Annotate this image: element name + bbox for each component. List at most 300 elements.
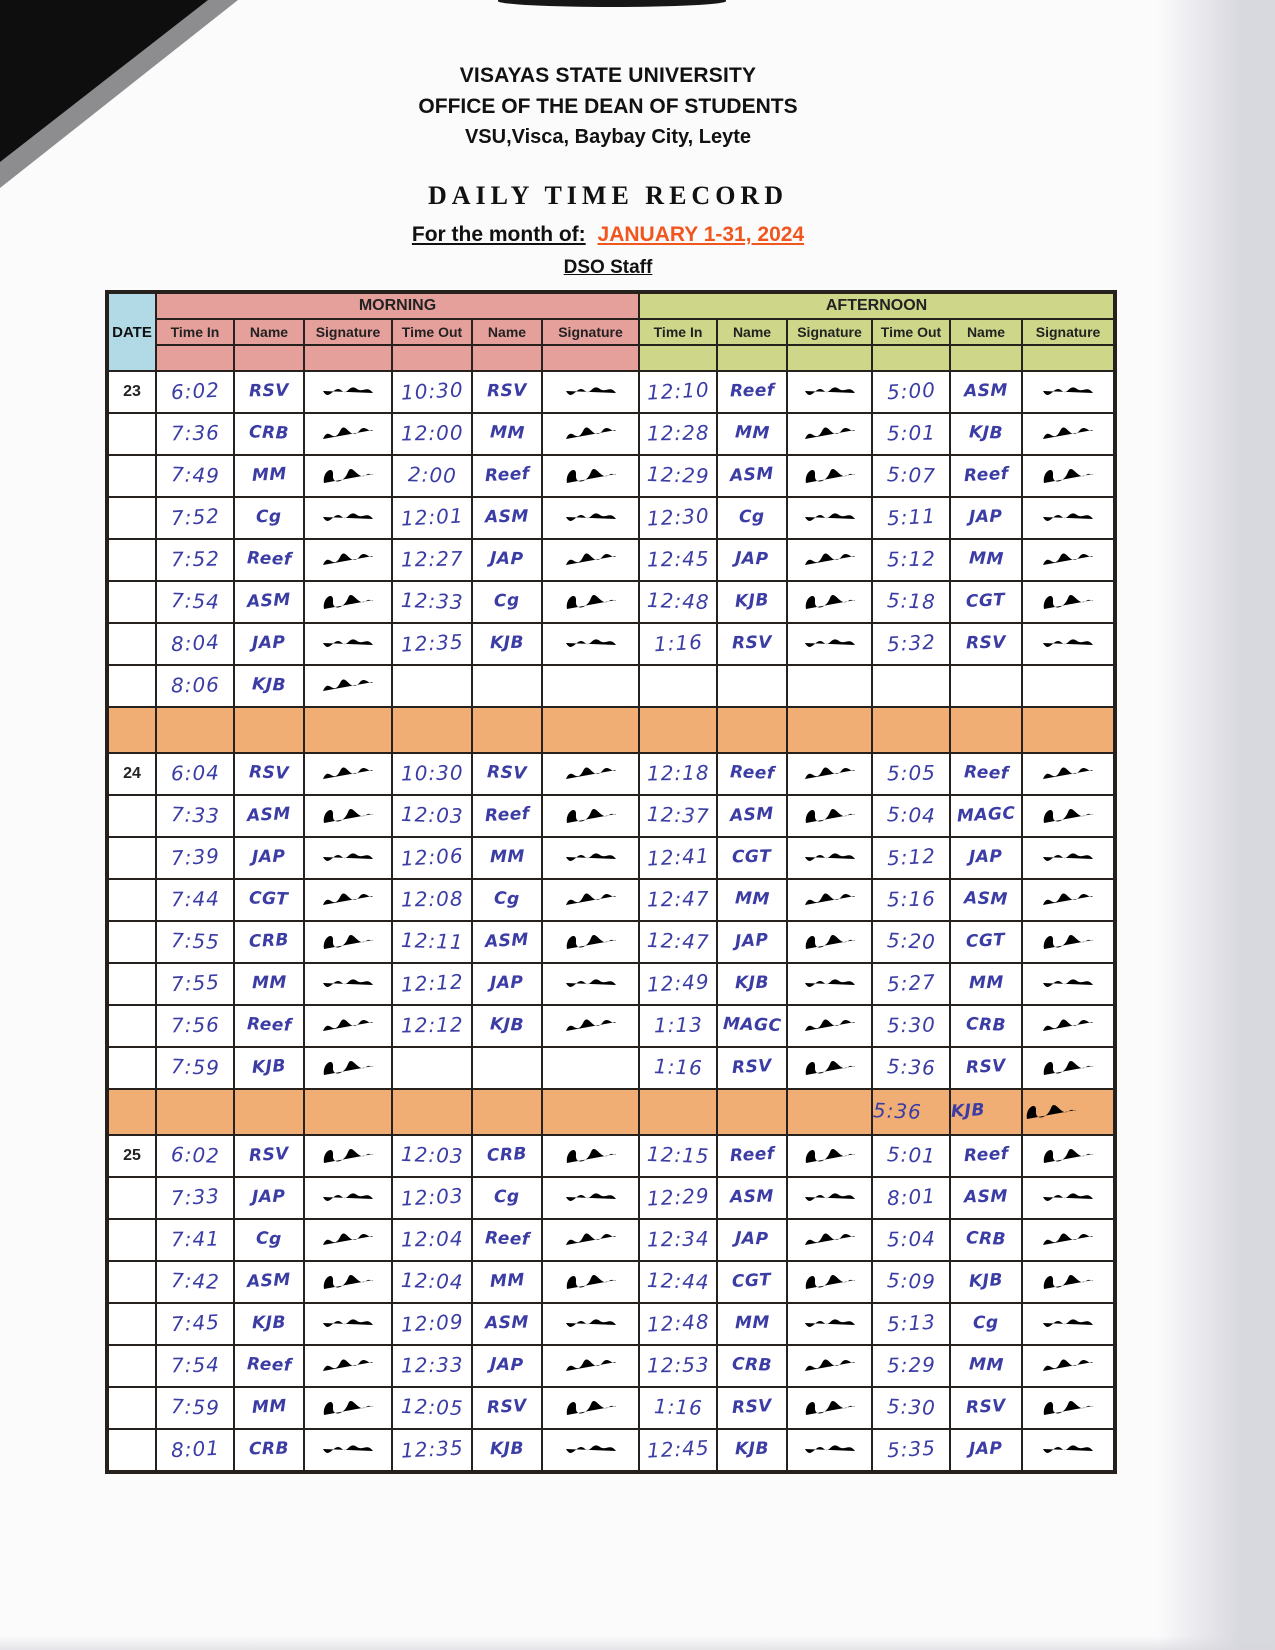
handwritten-signature (320, 463, 376, 489)
handwritten-signature (320, 1227, 376, 1253)
signature-cell (1022, 581, 1114, 623)
handwritten-time: 12:34 (646, 1226, 710, 1252)
name-cell (717, 837, 787, 879)
name-cell (717, 1387, 787, 1429)
name-cell (472, 371, 542, 413)
time-cell (872, 1387, 950, 1429)
handwritten-signature (563, 631, 619, 657)
name-cell (950, 1303, 1022, 1345)
handwritten-name: KJB (251, 1056, 287, 1078)
handwritten-time: 12:35 (400, 629, 464, 657)
time-cell (156, 837, 234, 879)
handwritten-signature (1040, 803, 1096, 829)
handwritten-signature (563, 589, 619, 615)
handwritten-signature (1040, 887, 1096, 913)
handwritten-name: Reef (963, 1143, 1009, 1167)
name-cell (472, 1261, 542, 1303)
date-cell (108, 623, 156, 665)
signature-cell (304, 837, 392, 879)
name-cell (717, 581, 787, 623)
signature-cell (542, 1303, 639, 1345)
name-cell (717, 1261, 787, 1303)
handwritten-time: 7:59 (170, 1054, 220, 1080)
handwritten-signature (563, 547, 619, 573)
handwritten-name: MM (251, 972, 287, 994)
handwritten-name: Reef (963, 762, 1009, 784)
time-cell (872, 581, 950, 623)
handwritten-name: MM (734, 422, 770, 444)
handwritten-signature (1040, 1353, 1096, 1379)
handwritten-name: RSV (965, 1395, 1007, 1419)
handwritten-signature (320, 505, 376, 531)
signature-cell (542, 455, 639, 497)
time-cell (872, 1177, 950, 1219)
time-cell (639, 753, 717, 795)
handwritten-name: RSV (248, 380, 290, 402)
signature-cell (787, 455, 872, 497)
handwritten-signature (802, 1013, 858, 1039)
handwritten-name: KJB (950, 1100, 986, 1122)
time-cell (392, 1387, 472, 1429)
handwritten-time: 7:41 (170, 1226, 220, 1252)
name-cell (950, 413, 1022, 455)
handwritten-name: KJB (734, 972, 770, 994)
handwritten-signature (320, 845, 376, 871)
date-cell (108, 963, 156, 1005)
handwritten-time: 12:45 (646, 1435, 710, 1463)
column-header-name: Name (472, 319, 542, 345)
handwritten-signature (802, 1055, 858, 1081)
handwritten-name: RSV (731, 632, 773, 654)
scan-smudge (498, 0, 726, 7)
handwritten-time: 12:18 (646, 760, 710, 786)
column-header-signature: Signature (542, 319, 639, 345)
signature-cell (304, 1387, 392, 1429)
handwritten-signature (320, 589, 376, 615)
handwritten-time: 12:05 (400, 1393, 464, 1421)
afternoon-section-header: AFTERNOON (639, 293, 1114, 319)
document-header (58, 64, 1158, 279)
time-cell (392, 1005, 472, 1047)
name-cell (950, 1047, 1022, 1089)
handwritten-name: MAGC (722, 1013, 782, 1037)
time-cell (156, 1047, 234, 1089)
name-cell (717, 795, 787, 837)
column-header-time-in: Time In (156, 319, 234, 345)
handwritten-signature (802, 1311, 858, 1337)
name-cell (950, 1005, 1022, 1047)
date-cell (108, 581, 156, 623)
handwritten-time: 5:05 (886, 760, 936, 786)
name-cell (234, 413, 304, 455)
handwritten-name: ASM (729, 803, 775, 827)
signature-cell (1022, 1005, 1114, 1047)
name-cell (472, 1177, 542, 1219)
handwritten-signature (563, 1143, 619, 1169)
name-cell (717, 1005, 787, 1047)
name-cell (234, 1429, 304, 1471)
name-cell (950, 1135, 1022, 1177)
handwritten-signature (1040, 547, 1096, 573)
signature-cell (542, 1345, 639, 1387)
name-cell (472, 1219, 542, 1261)
handwritten-time: 12:28 (646, 420, 710, 446)
handwritten-name: Cg (255, 1228, 283, 1250)
handwritten-signature (802, 505, 858, 531)
handwritten-time: 5:12 (885, 843, 937, 871)
handwritten-time: 5:07 (886, 462, 936, 488)
separator-cell (950, 1089, 1022, 1135)
handwritten-signature (802, 1269, 858, 1295)
signature-cell (304, 879, 392, 921)
handwritten-name: JAP (734, 548, 770, 570)
time-cell (872, 1219, 950, 1261)
signature-cell (304, 1261, 392, 1303)
handwritten-signature (1040, 379, 1096, 405)
signature-cell (304, 539, 392, 581)
handwritten-name: ASM (963, 888, 1009, 910)
time-cell (639, 665, 717, 707)
office-name: OFFICE OF THE DEAN OF STUDENTS (418, 95, 798, 118)
handwritten-time: 1:16 (652, 629, 704, 657)
separator-cell (304, 1089, 392, 1135)
time-cell (392, 1429, 472, 1471)
date-cell (108, 1261, 156, 1303)
signature-cell (542, 1261, 639, 1303)
signature-cell (1022, 665, 1114, 707)
handwritten-time: 5:13 (885, 1309, 937, 1337)
time-cell (156, 539, 234, 581)
handwritten-time: 1:16 (653, 1054, 703, 1080)
handwritten-time: 8:06 (170, 672, 220, 698)
handwritten-name: RSV (486, 380, 528, 402)
name-cell (950, 837, 1022, 879)
handwritten-signature (563, 887, 619, 913)
handwritten-signature (1040, 845, 1096, 871)
date-cell (108, 795, 156, 837)
time-cell (392, 539, 472, 581)
signature-cell (1022, 921, 1114, 963)
date-cell (108, 539, 156, 581)
record-title: DAILY TIME RECORD (428, 181, 788, 210)
name-cell (234, 753, 304, 795)
handwritten-name: JAP (734, 1228, 770, 1250)
header-pad-cell (787, 345, 872, 371)
name-cell (717, 413, 787, 455)
handwritten-time: 12:09 (400, 1309, 464, 1337)
time-cell (872, 623, 950, 665)
name-cell (472, 1387, 542, 1429)
name-cell (234, 665, 304, 707)
handwritten-signature (320, 673, 376, 699)
time-cell (872, 1429, 950, 1471)
separator-cell (787, 1089, 872, 1135)
name-cell (234, 879, 304, 921)
time-cell (639, 1177, 717, 1219)
handwritten-name: ASM (729, 463, 775, 487)
handwritten-name: JAP (489, 548, 525, 570)
handwritten-name: Reef (729, 380, 775, 402)
handwritten-signature (1040, 505, 1096, 531)
handwritten-name: JAP (969, 846, 1003, 868)
handwritten-time: 12:35 (400, 1435, 464, 1463)
time-cell (156, 455, 234, 497)
signature-cell (1022, 413, 1114, 455)
date-cell (108, 413, 156, 455)
handwritten-name: RSV (486, 762, 528, 784)
handwritten-name: ASM (963, 1186, 1009, 1208)
header-pad-cell (392, 345, 472, 371)
name-cell (472, 1047, 542, 1089)
time-cell (156, 371, 234, 413)
separator-cell (304, 707, 392, 753)
date-cell (108, 1345, 156, 1387)
month-line (58, 223, 1158, 247)
time-cell (392, 879, 472, 921)
separator-cell (717, 1089, 787, 1135)
time-cell (156, 1177, 234, 1219)
handwritten-name: Cg (493, 1186, 520, 1208)
name-cell (234, 497, 304, 539)
handwritten-name: ASM (484, 506, 530, 528)
column-header-signature: Signature (304, 319, 392, 345)
signature-cell (542, 1387, 639, 1429)
signature-cell (542, 1429, 639, 1471)
handwritten-name: MM (251, 1396, 287, 1418)
name-cell (717, 455, 787, 497)
time-cell (639, 1345, 717, 1387)
header-pad-cell (542, 345, 639, 371)
signature-cell (787, 413, 872, 455)
name-cell (234, 1387, 304, 1429)
separator-cell (542, 1089, 639, 1135)
handwritten-signature (320, 379, 376, 405)
separator-cell (1022, 1089, 1114, 1135)
signature-cell (1022, 1177, 1114, 1219)
name-cell (950, 753, 1022, 795)
name-cell (717, 1177, 787, 1219)
signature-cell (542, 795, 639, 837)
handwritten-time: 12:48 (646, 1309, 710, 1337)
handwritten-signature (802, 1437, 858, 1463)
handwritten-time: 12:04 (400, 1267, 464, 1295)
handwritten-signature (320, 761, 376, 787)
name-cell (234, 795, 304, 837)
date-cell (108, 837, 156, 879)
separator-cell (156, 1089, 234, 1135)
date-cell (108, 497, 156, 539)
date-cell (108, 1429, 156, 1471)
handwritten-time: 7:44 (170, 886, 220, 912)
staff-group-label: DSO Staff (563, 257, 653, 278)
signature-cell (542, 665, 639, 707)
header-pad-cell (472, 345, 542, 371)
handwritten-time: 12:29 (646, 1183, 710, 1211)
time-cell (872, 539, 950, 581)
handwritten-signature (802, 589, 858, 615)
time-cell (872, 1135, 950, 1177)
handwritten-signature (320, 1269, 376, 1295)
handwritten-signature (563, 463, 619, 489)
time-cell (392, 1177, 472, 1219)
handwritten-time: 5:30 (886, 1394, 936, 1420)
handwritten-time: 5:36 (886, 1054, 936, 1080)
page-edge-bottom (0, 1636, 1275, 1650)
handwritten-name: Reef (729, 1143, 775, 1167)
handwritten-time: 5:29 (886, 1352, 936, 1378)
daily-time-record-table (107, 292, 1115, 1472)
signature-cell (1022, 371, 1114, 413)
time-cell (639, 623, 717, 665)
handwritten-signature (1040, 1013, 1096, 1039)
handwritten-signature (1040, 929, 1096, 955)
month-label: For the month of: (411, 223, 586, 246)
handwritten-name: Reef (246, 548, 292, 570)
handwritten-name: MM (968, 548, 1004, 570)
handwritten-time: 5:01 (886, 420, 936, 446)
handwritten-time: 7:54 (170, 1352, 220, 1378)
time-cell (392, 581, 472, 623)
handwritten-time: 5:16 (886, 886, 936, 912)
name-cell (950, 1219, 1022, 1261)
signature-cell (787, 1177, 872, 1219)
handwritten-name: KJB (251, 674, 287, 696)
handwritten-name: Reef (484, 463, 530, 487)
name-cell (950, 1177, 1022, 1219)
time-cell (639, 1387, 717, 1429)
signature-cell (304, 963, 392, 1005)
university-name: VISAYAS STATE UNIVERSITY (459, 64, 757, 87)
handwritten-name: MM (734, 888, 770, 910)
header-pad-cell (156, 345, 234, 371)
handwritten-signature (563, 1437, 619, 1463)
handwritten-signature (802, 1395, 858, 1421)
handwritten-name: Reef (246, 1014, 292, 1036)
column-header-name: Name (234, 319, 304, 345)
name-cell (472, 1345, 542, 1387)
signature-cell (304, 921, 392, 963)
name-cell (717, 623, 787, 665)
handwritten-time: 12:41 (646, 843, 710, 871)
handwritten-time: 12:08 (400, 886, 464, 912)
separator-cell (472, 707, 542, 753)
signature-cell (1022, 455, 1114, 497)
signature-cell (787, 1345, 872, 1387)
handwritten-signature (320, 1353, 376, 1379)
time-cell (156, 665, 234, 707)
handwritten-signature (1040, 589, 1096, 615)
handwritten-time: 6:02 (170, 1142, 220, 1168)
handwritten-time: 5:12 (886, 546, 936, 572)
signature-cell (787, 879, 872, 921)
name-cell (950, 1387, 1022, 1429)
time-cell (639, 497, 717, 539)
signature-cell (542, 497, 639, 539)
handwritten-time: 5:30 (886, 1012, 936, 1038)
name-cell (950, 963, 1022, 1005)
signature-cell (304, 1429, 392, 1471)
signature-cell (787, 497, 872, 539)
signature-cell (304, 1005, 392, 1047)
handwritten-signature (563, 1227, 619, 1253)
handwritten-name: MM (968, 972, 1004, 994)
date-cell (108, 1387, 156, 1429)
separator-cell (392, 1089, 472, 1135)
time-cell (392, 1345, 472, 1387)
handwritten-name: RSV (965, 632, 1007, 654)
handwritten-name: RSV (965, 1055, 1007, 1079)
time-cell (639, 1005, 717, 1047)
handwritten-signature (563, 1311, 619, 1337)
name-cell (472, 455, 542, 497)
handwritten-signature (563, 845, 619, 871)
handwritten-time: 7:52 (169, 503, 221, 531)
name-cell (950, 1261, 1022, 1303)
handwritten-name: JAP (490, 972, 524, 994)
name-cell (472, 1005, 542, 1047)
handwritten-name: Reef (484, 1228, 530, 1250)
signature-cell (542, 753, 639, 795)
handwritten-signature (320, 971, 376, 997)
handwritten-name: Cg (739, 506, 766, 528)
signature-cell (542, 921, 639, 963)
handwritten-signature (563, 505, 619, 531)
name-cell (472, 879, 542, 921)
time-cell (392, 623, 472, 665)
handwritten-signature (563, 379, 619, 405)
handwritten-time: 12:00 (400, 420, 464, 446)
name-cell (717, 1047, 787, 1089)
handwritten-time: 12:27 (400, 546, 464, 572)
time-cell (639, 413, 717, 455)
handwritten-time: 12:04 (400, 1226, 464, 1252)
time-cell (156, 753, 234, 795)
time-cell (392, 455, 472, 497)
handwritten-signature (802, 547, 858, 573)
handwritten-name: CRB (731, 1354, 773, 1376)
handwritten-time: 6:02 (169, 377, 221, 405)
time-cell (639, 1047, 717, 1089)
signature-cell (1022, 1047, 1114, 1089)
handwritten-name: RSV (248, 1143, 290, 1167)
handwritten-name: ASM (484, 1312, 530, 1334)
time-cell (639, 1135, 717, 1177)
signature-cell (304, 1219, 392, 1261)
handwritten-name: JAP (252, 1186, 286, 1208)
handwritten-time: 12:45 (646, 546, 710, 572)
header-pad-cell (950, 345, 1022, 371)
signature-cell (1022, 963, 1114, 1005)
signature-cell (787, 1047, 872, 1089)
name-cell (950, 455, 1022, 497)
name-cell (472, 1303, 542, 1345)
name-cell (472, 753, 542, 795)
name-cell (472, 921, 542, 963)
handwritten-time: 7:54 (170, 588, 220, 614)
time-cell (392, 1135, 472, 1177)
name-cell (717, 753, 787, 795)
header-pad-cell (872, 345, 950, 371)
name-cell (234, 581, 304, 623)
handwritten-time: 12:30 (646, 503, 710, 531)
signature-cell (787, 1261, 872, 1303)
name-cell (717, 497, 787, 539)
morning-section-header: MORNING (156, 293, 639, 319)
handwritten-signature (802, 463, 858, 489)
handwritten-signature (563, 1395, 619, 1421)
handwritten-time: 7:42 (170, 1268, 220, 1294)
separator-cell (872, 1089, 950, 1135)
